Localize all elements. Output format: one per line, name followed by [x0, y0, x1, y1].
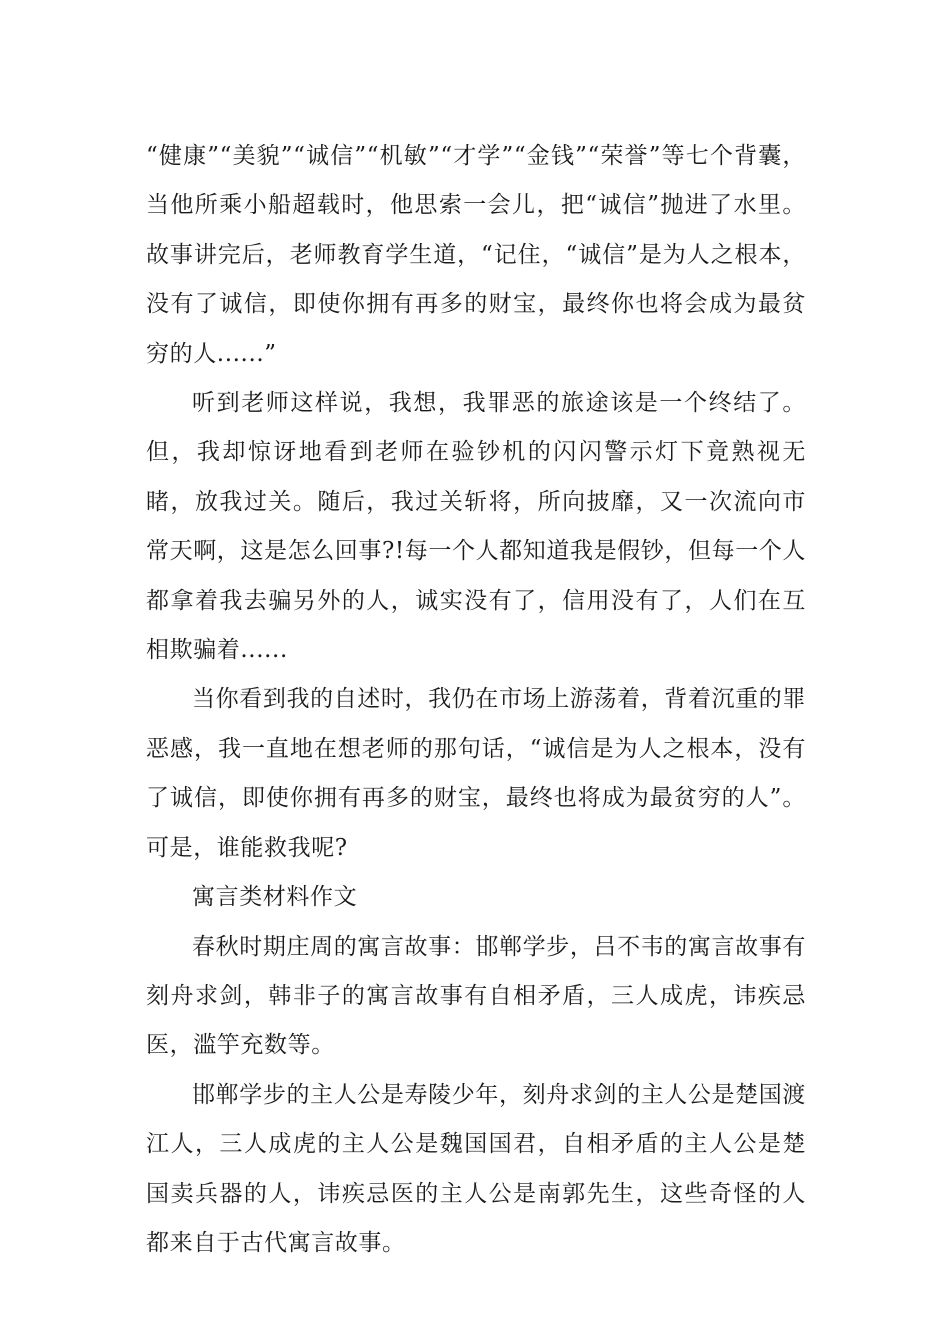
paragraph-5: 春秋时期庄周的寓言故事：邯郸学步，吕不韦的寓言故事有刻舟求剑，韩非子的寓言故事有自相矛盾，三人成虎，讳疾忌医，滥竽充数等。 [146, 933, 806, 1059]
paragraph-6: 邯郸学步的主人公是寿陵少年，刻舟求剑的主人公是楚国渡江人，三人成虎的主人公是魏国国君，自相矛盾的主人公是楚国卖兵器的人，讳疾忌医的主人公是南郭先生，这些奇怪的人都来自于古代寓言故事。 [146, 1081, 806, 1256]
document-body [146, 132, 806, 1268]
section-heading: 寓言类材料作文 [192, 884, 358, 911]
paragraph-2: 听到老师这样说，我想，我罪恶的旅途该是一个终结了。但，我却惊讶地看到老师在验钞机的闪闪警示灯下竟熟视无睹，放我过关。随后，我过关斩将，所向披靡，又一次流向市常天啊，这是怎么回事?!每一个人都知道我是假钞，但每一个人都拿着我去骗另外的人，诚实没有了，信用没有了，人们在互相欺骗着...... [146, 390, 806, 664]
paragraph-1: “健康”“美貌”“诚信”“机敏”“才学”“金钱”“荣誉”等七个背囊，当他所乘小船超载时，他思索一会儿，把“诚信”抛进了水里。故事讲完后，老师教育学生道，“记住，“诚信”是为人之根本，没有了诚信，即使你拥有再多的财宝，最终你也将会成为最贫穷的人......” [146, 143, 806, 367]
paragraph-3: 当你看到我的自述时，我仍在市场上游荡着，背着沉重的罪恶感，我一直地在想老师的那句话，“诚信是为人之根本，没有了诚信，即使你拥有再多的财宝，最终也将成为最贫穷的人”。可是，谁能救我呢? [146, 686, 806, 861]
